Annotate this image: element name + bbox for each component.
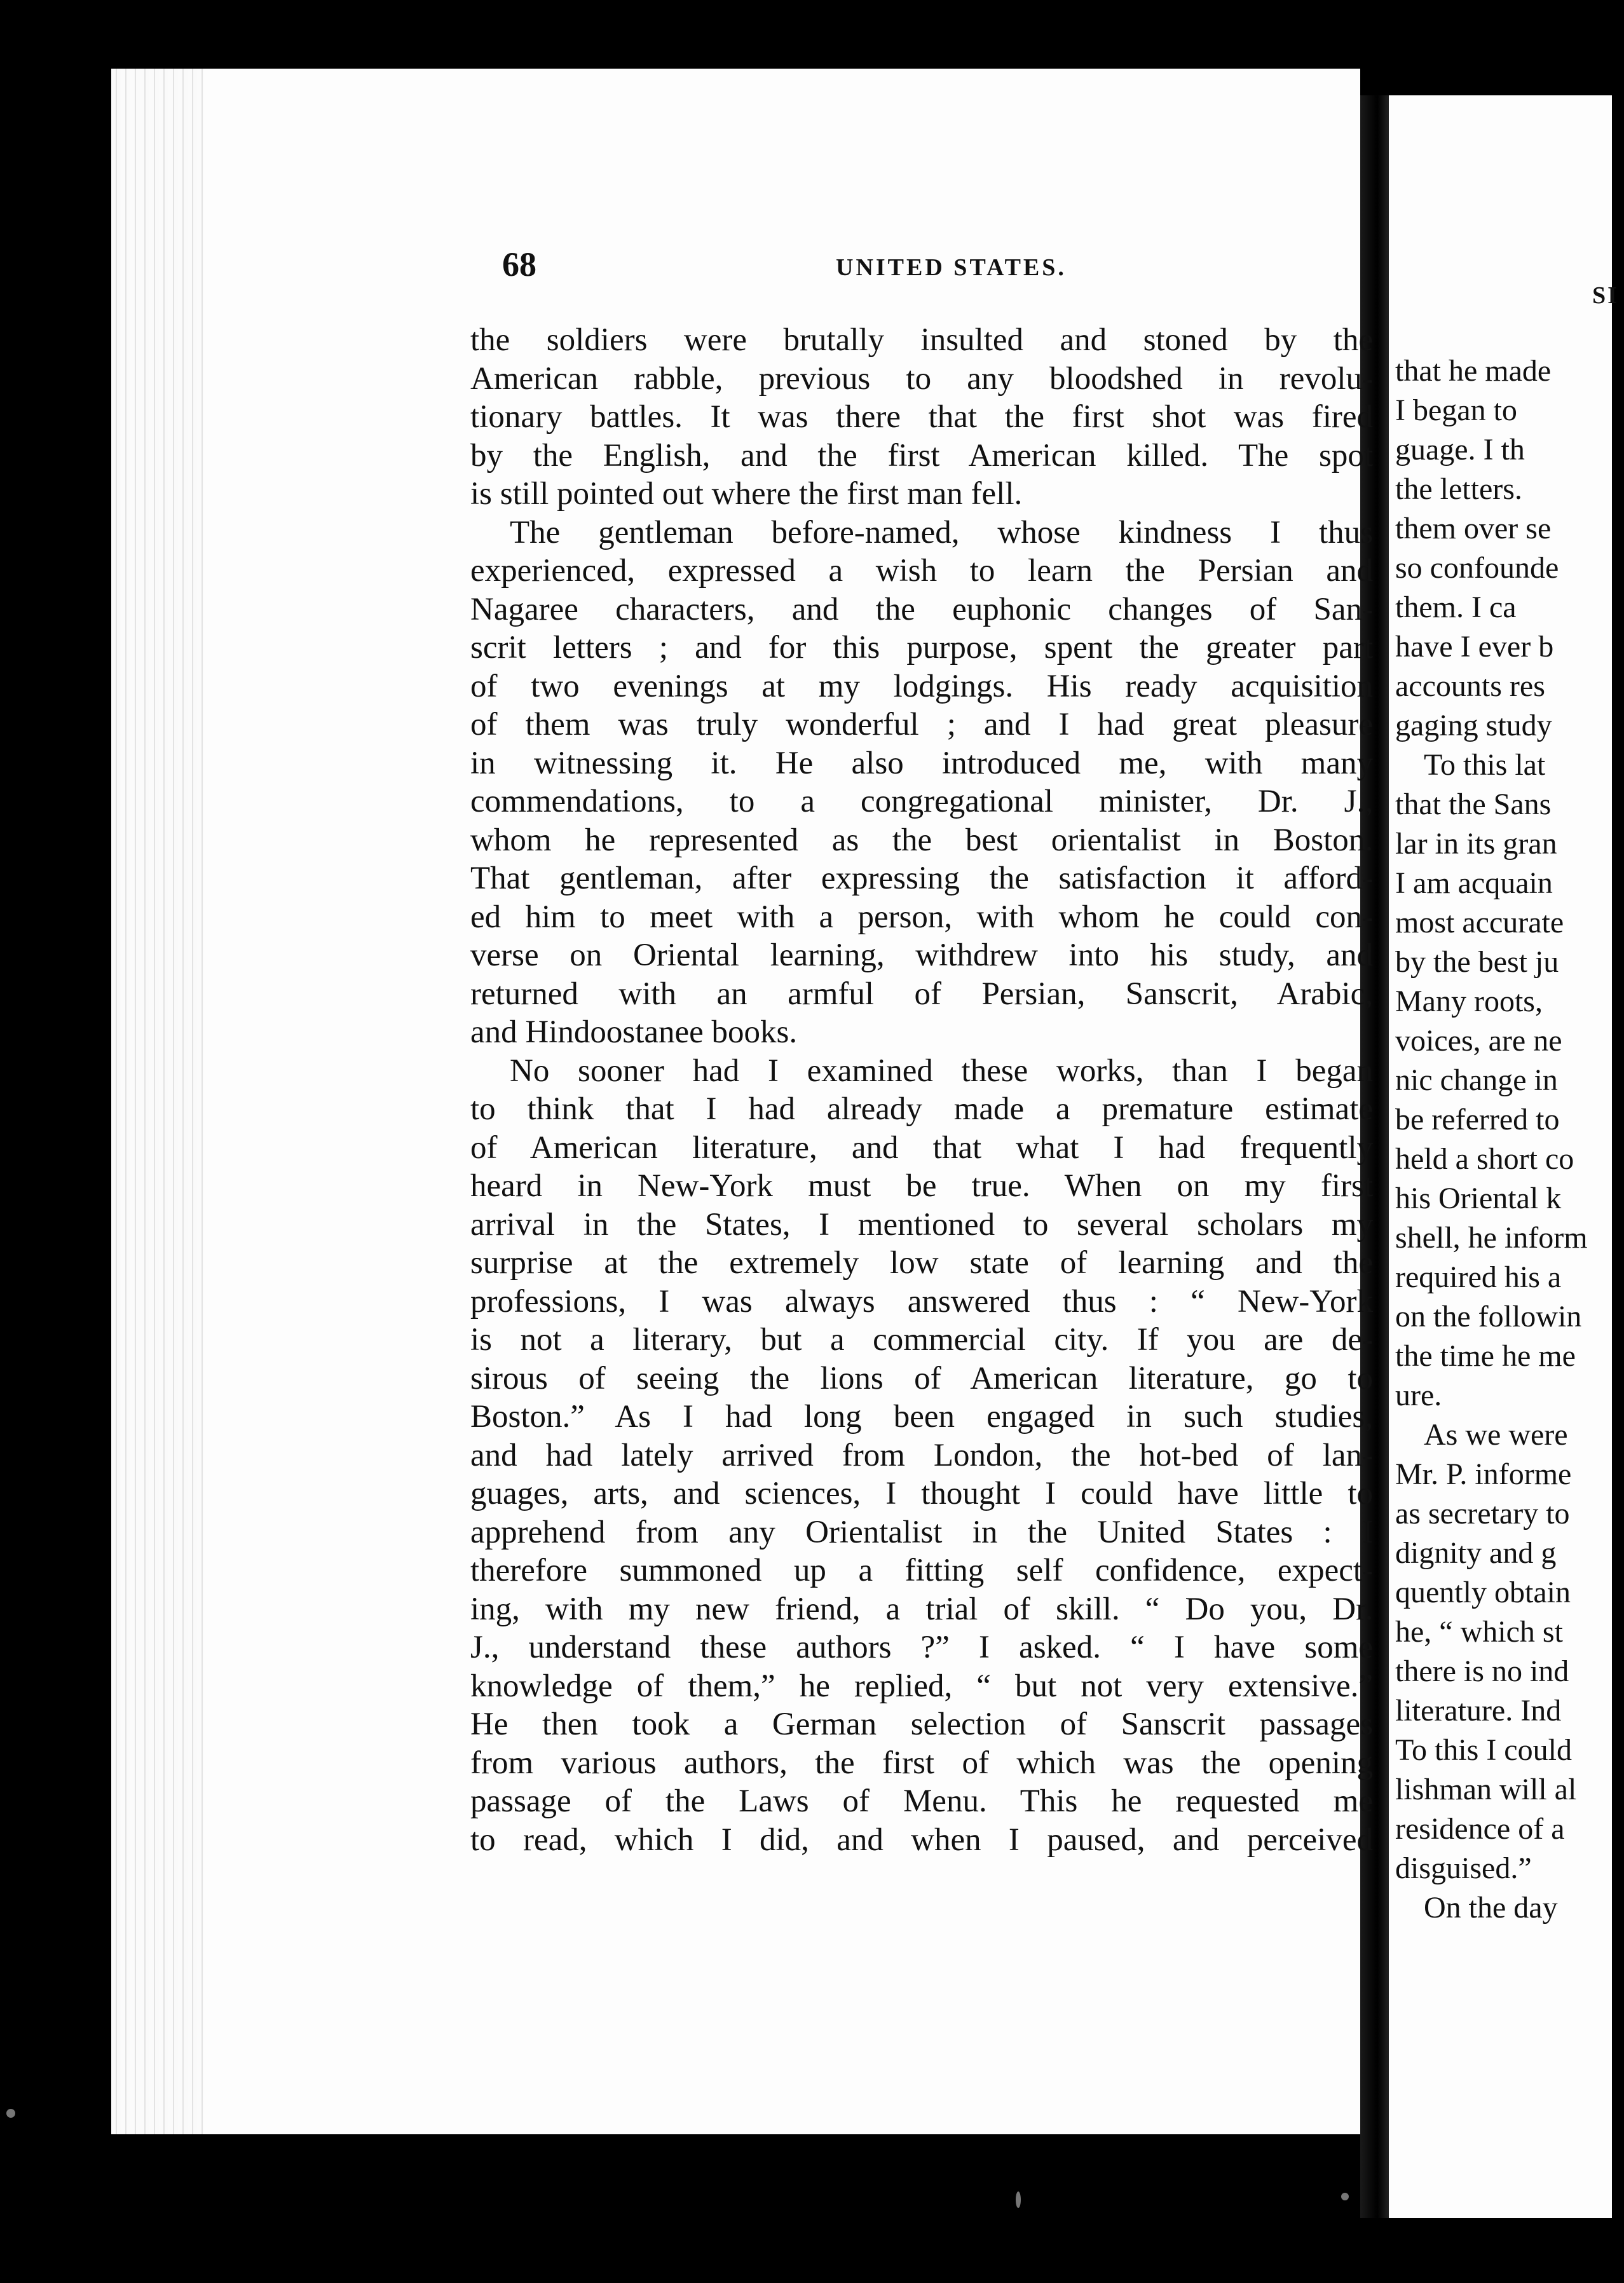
text-line: gaging study — [1395, 709, 1552, 742]
text-line: most accurate — [1395, 906, 1564, 939]
text-line: nic change in — [1395, 1063, 1558, 1097]
text-line: that he made — [1395, 354, 1552, 388]
running-head: UNITED STATES. — [836, 254, 1067, 281]
main-text-block — [470, 321, 1373, 1859]
text-line: the letters. — [1395, 472, 1522, 506]
text-line: Nagaree characters, and the euphonic changes of San- — [470, 591, 1373, 627]
text-line: ing, with my new friend, a trial of skill. “ Do you, Dr. — [470, 1591, 1373, 1627]
text-line: commendations, to a congregational minister, Dr. J., — [470, 784, 1373, 819]
text-line: quently obtain — [1395, 1576, 1571, 1609]
text-line: No sooner had I examined these works, than I began — [510, 1053, 1373, 1089]
text-line: on the followin — [1395, 1300, 1582, 1333]
page-number: 68 — [502, 245, 536, 283]
text-line: and had lately arrived from London, the hot-bed of lan- — [470, 1437, 1373, 1473]
text-line: scrit letters ; and for this purpose, spent the greater part — [470, 630, 1373, 665]
right-running-head: SI — [1592, 282, 1619, 309]
text-line: held a short co — [1395, 1142, 1574, 1176]
text-line: in witnessing it. He also introduced me, with many — [470, 745, 1373, 781]
text-line: To this lat — [1424, 748, 1546, 782]
text-line: On the day — [1424, 1891, 1558, 1925]
text-line: by the English, and the first American killed. The spot — [470, 437, 1373, 474]
text-line: voices, are ne — [1395, 1024, 1562, 1058]
page-edges — [111, 69, 203, 2134]
scan-speck — [1341, 2193, 1349, 2200]
text-line: American rabble, previous to any bloodshed in revolu- — [470, 360, 1373, 397]
text-line: whom he represented as the best orientalist in Boston. — [470, 822, 1373, 858]
text-line: verse on Oriental learning, withdrew into his study, and — [470, 937, 1373, 973]
text-line: He then took a German selection of Sanscrit passages — [470, 1707, 1373, 1742]
text-line: lar in its gran — [1395, 827, 1557, 861]
text-line: have I ever b — [1395, 630, 1554, 664]
text-line: That gentleman, after expressing the satisfaction it afford- — [470, 861, 1373, 896]
text-line: be referred to — [1395, 1103, 1560, 1136]
text-line: of them was truly wonderful ; and I had great pleasure — [470, 707, 1373, 742]
text-line: literature. Ind — [1395, 1694, 1562, 1728]
text-line: there is no ind — [1395, 1654, 1569, 1688]
text-line: tionary battles. It was there that the first shot was fired — [470, 399, 1373, 435]
text-line: lishman will al — [1395, 1773, 1577, 1806]
text-line: guages, arts, and sciences, I thought I could have little to — [470, 1476, 1373, 1511]
text-line: dignity and g — [1395, 1536, 1557, 1570]
text-line: professions, I was always answered thus : “ New-York — [470, 1283, 1373, 1319]
text-line: the soldiers were brutally insulted and stoned by the — [470, 322, 1373, 358]
text-line: and Hindoostanee books. — [470, 1014, 798, 1050]
text-line: is still pointed out where the first man fell. — [470, 476, 1023, 512]
page-header — [502, 245, 1392, 289]
text-line: Mr. P. informe — [1395, 1457, 1572, 1491]
text-line: of American literature, and that what I had frequently — [470, 1129, 1373, 1166]
text-line: J., understand these authors ?” I asked. “ I have some — [470, 1630, 1373, 1665]
text-line: apprehend from any Orientalist in the United States : I — [470, 1514, 1373, 1550]
text-line: required his a — [1395, 1260, 1562, 1294]
text-line: knowledge of them,” he replied, “ but not very extensive.” — [470, 1668, 1373, 1704]
text-line: to read, which I did, and when I paused, and perceived — [470, 1822, 1373, 1858]
text-line: is not a literary, but a commercial city. If you are de- — [470, 1322, 1373, 1358]
scan-speck — [6, 2109, 15, 2118]
text-line: I am acquain — [1395, 866, 1553, 900]
text-line: sirous of seeing the lions of American literature, go to — [470, 1360, 1373, 1396]
right-text-block — [1395, 351, 1624, 1928]
text-line: ed him to meet with a person, with whom he could con- — [470, 899, 1373, 935]
text-line: I began to — [1395, 393, 1517, 427]
text-line: by the best ju — [1395, 945, 1559, 979]
text-line: passage of the Laws of Menu. This he requested me — [470, 1783, 1373, 1819]
text-line: shell, he inform — [1395, 1221, 1588, 1255]
text-line: arrival in the States, I mentioned to several scholars my — [470, 1206, 1373, 1243]
text-line: them. I ca — [1395, 590, 1517, 624]
text-line: To this I could — [1395, 1733, 1572, 1767]
text-line: that the Sans — [1395, 787, 1552, 821]
text-line: of two evenings at my lodgings. His ready acquisition — [470, 668, 1373, 704]
text-line: Boston.” As I had long been engaged in such studies, — [470, 1399, 1373, 1435]
scan-speck — [1016, 2191, 1021, 2208]
text-line: surprise at the extremely low state of learning and the — [470, 1245, 1373, 1281]
text-line: accounts res — [1395, 669, 1545, 703]
text-line: them over se — [1395, 512, 1552, 545]
text-line: his Oriental k — [1395, 1182, 1562, 1215]
text-line: ure. — [1395, 1379, 1442, 1412]
text-line: to think that I had already made a premature estimate — [470, 1091, 1373, 1127]
text-line: returned with an armful of Persian, Sanscrit, Arabic, — [470, 976, 1373, 1012]
text-line: he, “ which st — [1395, 1615, 1563, 1649]
text-line: residence of a — [1395, 1812, 1565, 1846]
text-line: As we were — [1424, 1418, 1568, 1452]
text-line: so confounde — [1395, 551, 1559, 585]
text-line: the time he me — [1395, 1339, 1576, 1373]
text-line: from various authors, the first of which was the opening — [470, 1745, 1373, 1781]
text-line: The gentleman before-named, whose kindness I thus — [510, 514, 1373, 550]
text-line: therefore summoned up a fitting self confidence, expect- — [470, 1553, 1373, 1588]
text-line: Many roots, — [1395, 985, 1543, 1018]
text-line: disguised.” — [1395, 1851, 1532, 1885]
text-line: guage. I th — [1395, 433, 1525, 467]
text-line: experienced, expressed a wish to learn the Persian and — [470, 553, 1373, 589]
text-line: heard in New-York must be true. When on my first — [470, 1168, 1373, 1204]
text-line: as secretary to — [1395, 1497, 1570, 1530]
